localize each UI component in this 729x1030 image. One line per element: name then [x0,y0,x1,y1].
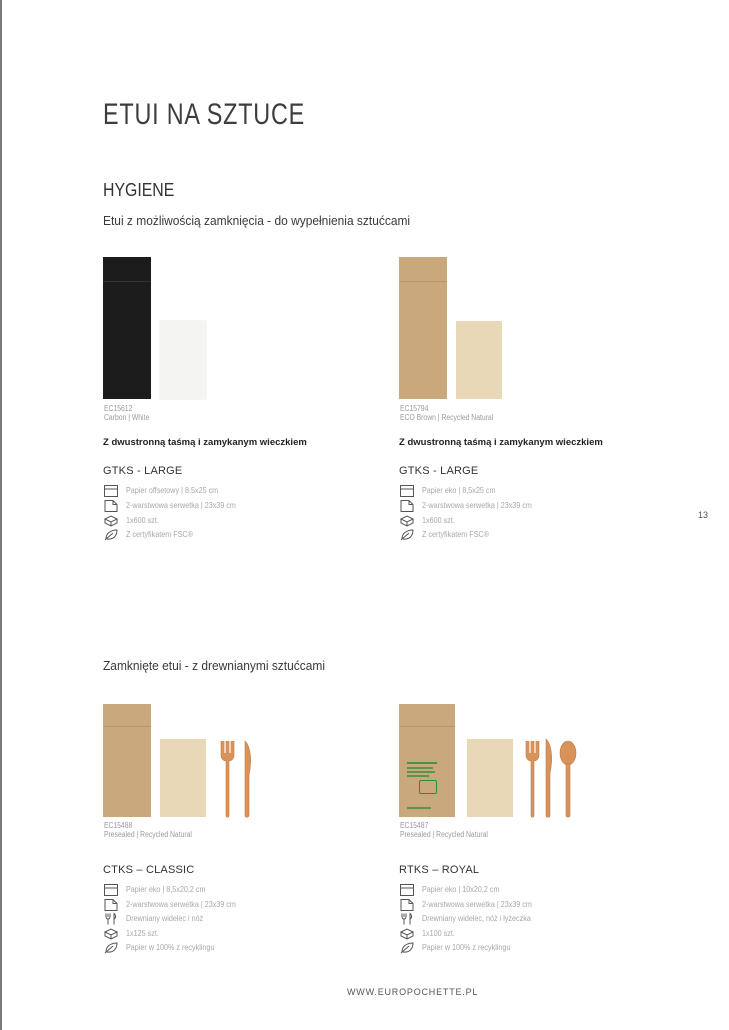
product-model: CTKS – CLASSIC [103,864,195,876]
spec-row [400,911,543,925]
spec-text: 2-warstwowa serwetka | 23x39 cm [126,500,236,510]
spec-row [104,940,224,954]
sleeve-image [399,257,447,399]
spec-row [104,513,162,527]
spec-row [104,527,200,541]
spec-text: Z certyfikatem FSC® [422,529,489,539]
napkin-icon [400,898,416,910]
spec-text: Papier w 100% z recyklingu [422,942,511,952]
napkin-image [160,321,206,399]
page-title: ETUI NA SZTUCE [103,98,306,131]
spec-row [104,498,248,512]
envelope-icon [400,484,416,496]
leaf-icon [104,528,120,540]
product-color-label: ECO Brown | Recycled Natural [400,413,494,422]
spec-row [400,926,458,940]
spec-text: Z certyfikatem FSC® [126,529,193,539]
spec-text: Papier eko | 10x20,2 cm [422,884,500,894]
spec-row [400,897,544,911]
product-feature: Z dwustronną taśmą i zamykanym wieczkiem [399,437,603,448]
page-number: 13 [698,510,709,520]
product-color-label: Presealed | Recycled Natural [104,830,192,839]
spec-row [104,926,162,940]
spec-text: 2-warstwowa serwetka | 23x39 cm [422,500,532,510]
spec-row [104,483,228,497]
sleeve-image [103,704,151,817]
sleeve-image [103,257,151,399]
page-left-border [0,0,2,1030]
wooden-cutlery-image [218,739,258,819]
spec-text: 1x125 szt. [126,928,159,938]
sleeve-image [399,704,455,817]
spec-row [104,897,248,911]
spec-text: Papier offsetowy | 8,5x25 cm [126,485,219,495]
spec-text: 1x100 szt. [422,928,455,938]
napkin-image [456,321,502,399]
product-code: EC15487 [400,821,429,830]
spec-row [400,498,544,512]
wooden-cutlery-image [524,737,580,819]
spec-text: 1x600 szt. [422,515,455,525]
spec-row [104,911,212,925]
section-subtitle-wooden-cutlery: Zamknięte etui - z drewnianymi sztućcami [103,658,326,673]
envelope-icon [400,883,416,895]
footer-url[interactable]: WWW.EUROPOCHETTE.PL [347,987,479,997]
envelope-icon [104,883,120,895]
spec-row [104,882,214,896]
product-model: GTKS - LARGE [103,465,183,477]
spec-text: Papier eko | 8,5x25 cm [422,485,496,495]
cutlery-icon [400,912,416,924]
product-code: EC15612 [104,404,133,413]
leaf-icon [400,941,416,953]
leaf-icon [104,941,120,953]
product-color-label: Carbon | White [104,413,150,422]
section-subtitle-hygiene: Etui z możliwością zamknięcia - do wypełnienia sztućcami [103,213,411,228]
spec-text: 2-warstwowa serwetka | 23x39 cm [422,899,532,909]
box-icon [104,514,120,526]
napkin-icon [104,499,120,511]
section-title-hygiene: HYGIENE [103,180,175,200]
spec-text: Papier eko | 8,5x20,2 cm [126,884,206,894]
product-code: EC15794 [400,404,429,413]
recycle-badge-icon [419,780,437,794]
spec-row [400,882,508,896]
product-code: EC15488 [104,821,133,830]
napkin-image [160,739,206,817]
leaf-icon [400,528,416,540]
product-model: RTKS – ROYAL [399,864,480,876]
spec-text: 2-warstwowa serwetka | 23x39 cm [126,899,236,909]
box-icon [104,927,120,939]
product-model: GTKS - LARGE [399,465,479,477]
spec-text: Papier w 100% z recyklingu [126,942,215,952]
napkin-image [467,739,513,817]
product-color-label: Presealed | Recycled Natural [400,830,488,839]
product-feature: Z dwustronną taśmą i zamykanym wieczkiem [103,437,307,448]
spec-row [400,483,504,497]
spec-text: Drewniany widelec, nóż i łyżeczka [422,913,531,923]
box-icon [400,927,416,939]
spec-row [400,940,520,954]
cutlery-icon [104,912,120,924]
box-icon [400,514,416,526]
napkin-icon [104,898,120,910]
spec-text: 1x600 szt. [126,515,159,525]
napkin-icon [400,499,416,511]
spec-text: Drewniany widelec i nóż [126,913,204,923]
envelope-icon [104,484,120,496]
spec-row [400,513,458,527]
spec-row [400,527,496,541]
